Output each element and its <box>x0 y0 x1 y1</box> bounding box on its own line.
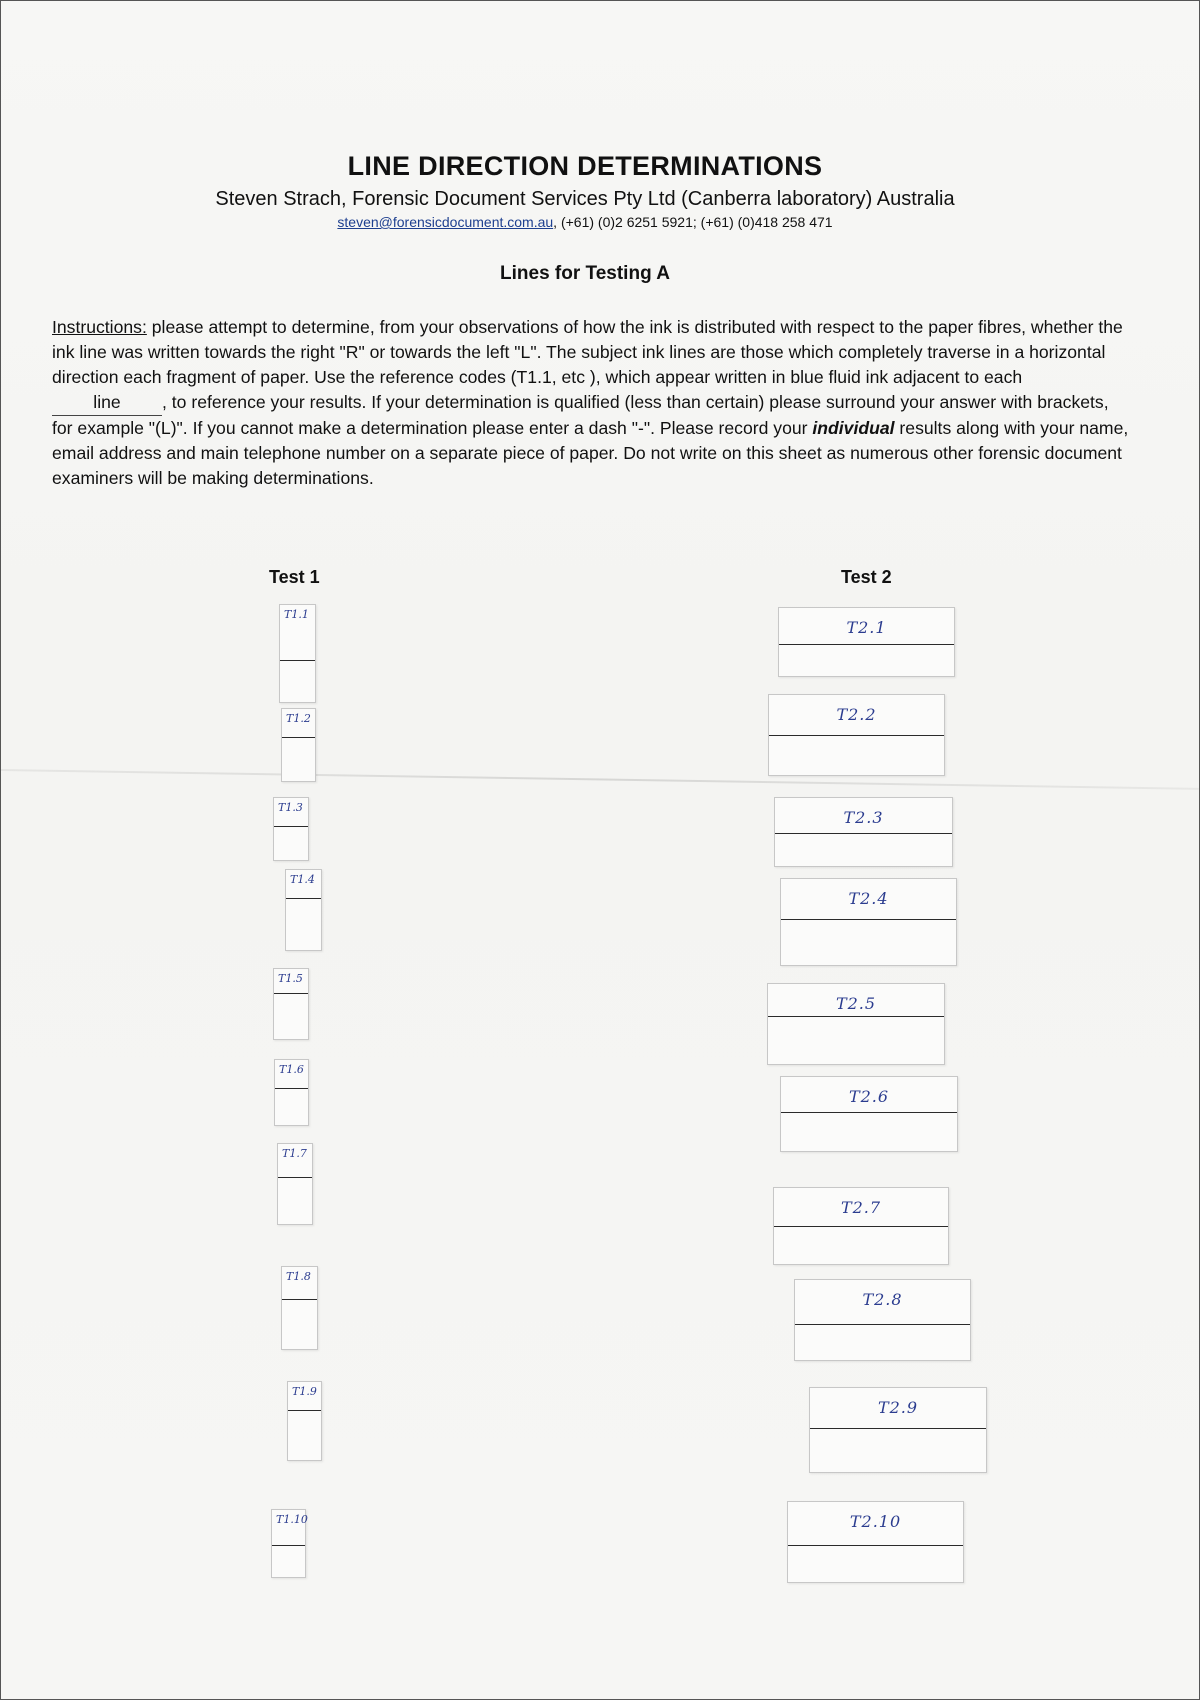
ink-line <box>282 1299 317 1300</box>
contact-line <box>1 214 1169 230</box>
ink-line <box>795 1324 970 1325</box>
fragment-code: T1.7 <box>282 1147 307 1160</box>
test1-fragment-7 <box>277 1143 313 1225</box>
test2-fragment-2 <box>768 694 945 776</box>
test2-fragment-5 <box>767 983 945 1065</box>
fragment-code: T2.9 <box>877 1398 919 1417</box>
fragment-code: T2.7 <box>840 1198 882 1217</box>
section-title: Lines for Testing A <box>500 263 670 284</box>
fragment-code: T2.8 <box>862 1290 903 1309</box>
test2-heading: Test 2 <box>841 567 892 587</box>
ink-line <box>781 1112 957 1113</box>
test1-fragment-6 <box>274 1059 309 1126</box>
instructions-label: Instructions: <box>52 317 147 337</box>
fragment-code: T1.6 <box>279 1063 304 1076</box>
fragment-code: T1.9 <box>292 1385 317 1398</box>
fragment-code: T1.10 <box>276 1513 308 1526</box>
ink-line <box>769 735 944 736</box>
fragment-code: T1.4 <box>290 873 315 886</box>
test2-fragment-8 <box>794 1279 971 1361</box>
ink-line <box>274 993 308 994</box>
fragment-code: T1.3 <box>278 801 303 814</box>
fragment-code: T1.1 <box>284 608 309 621</box>
ink-line <box>788 1545 963 1546</box>
fragment-code: T1.8 <box>286 1270 311 1283</box>
fragment-code: T2.5 <box>835 994 877 1013</box>
ink-line <box>272 1545 305 1546</box>
instructions-emphasis: individual <box>812 418 895 438</box>
line-example: line <box>52 390 162 416</box>
ink-line <box>775 833 952 834</box>
ink-line <box>774 1226 948 1227</box>
test2-fragment-7 <box>773 1187 949 1265</box>
ink-line <box>779 644 954 645</box>
test1-fragment-5 <box>273 968 309 1040</box>
test1-heading: Test 1 <box>269 567 320 587</box>
fragment-code: T2.6 <box>848 1087 890 1106</box>
fragment-code: T2.3 <box>843 808 884 827</box>
test2-fragment-4 <box>780 878 957 966</box>
ink-line <box>275 1088 308 1089</box>
test1-fragment-10 <box>271 1509 306 1578</box>
document-subtitle: Steven Strach, Forensic Document Services Pty Ltd (Canberra laboratory) Australia <box>215 188 955 210</box>
test2-fragment-6 <box>780 1076 958 1152</box>
ink-line <box>288 1410 321 1411</box>
test1-fragment-4 <box>285 869 322 951</box>
instructions-paragraph <box>52 315 1132 491</box>
ink-line <box>286 898 321 899</box>
ink-line <box>810 1428 986 1429</box>
fragment-code: T2.10 <box>849 1512 902 1531</box>
paper-fold-crease <box>1 769 1199 790</box>
instructions-text-2: , to reference your results. If your determination is qualified (less than certain) please surround your answer with brackets, for example "(L)". If you cannot make a determination please enter a dash "-". Please record your <box>52 392 1109 438</box>
test1-fragment-9 <box>287 1381 322 1461</box>
ink-line <box>768 1016 944 1017</box>
test2-fragment-1 <box>778 607 955 677</box>
fragment-code: T1.5 <box>278 972 303 985</box>
ink-line <box>282 737 315 738</box>
instructions-text-3: results along with your name, email address and main telephone number on a separate piece of paper. Do not write on this sheet as numerous other forensic document examiners will be making determinations. <box>52 418 1129 488</box>
fragment-code: T2.4 <box>848 889 889 908</box>
test1-fragment-3 <box>273 797 309 861</box>
test2-fragment-10 <box>787 1501 964 1583</box>
test2-fragment-3 <box>774 797 953 867</box>
email-link[interactable]: steven@forensicdocument.com.au <box>337 214 554 230</box>
fragment-code: T2.2 <box>836 705 877 724</box>
test1-fragment-2 <box>281 708 316 782</box>
fragment-code: T2.1 <box>846 618 887 637</box>
ink-line <box>280 660 315 661</box>
ink-line <box>781 919 956 920</box>
ink-line <box>278 1177 312 1178</box>
document-title: LINE DIRECTION DETERMINATIONS <box>347 151 823 181</box>
instructions-text-1: please attempt to determine, from your observations of how the ink is distributed with respect to the paper fibres, whether the ink line was written towards the right "R" or towards the left "L". The subject ink lines are those which completely traverse in a horizontal direction each fragment of paper. Use the reference codes (T1.1, etc ), which appear written in blue fluid ink adjacent to each <box>52 317 1123 387</box>
fragment-code: T1.2 <box>286 712 311 725</box>
phone-numbers: , (+61) (0)2 6251 5921; (+61) (0)418 258 471 <box>553 214 833 230</box>
test2-fragment-9 <box>809 1387 987 1473</box>
test1-fragment-8 <box>281 1266 318 1350</box>
ink-line <box>274 826 308 827</box>
test1-fragment-1 <box>279 604 316 703</box>
